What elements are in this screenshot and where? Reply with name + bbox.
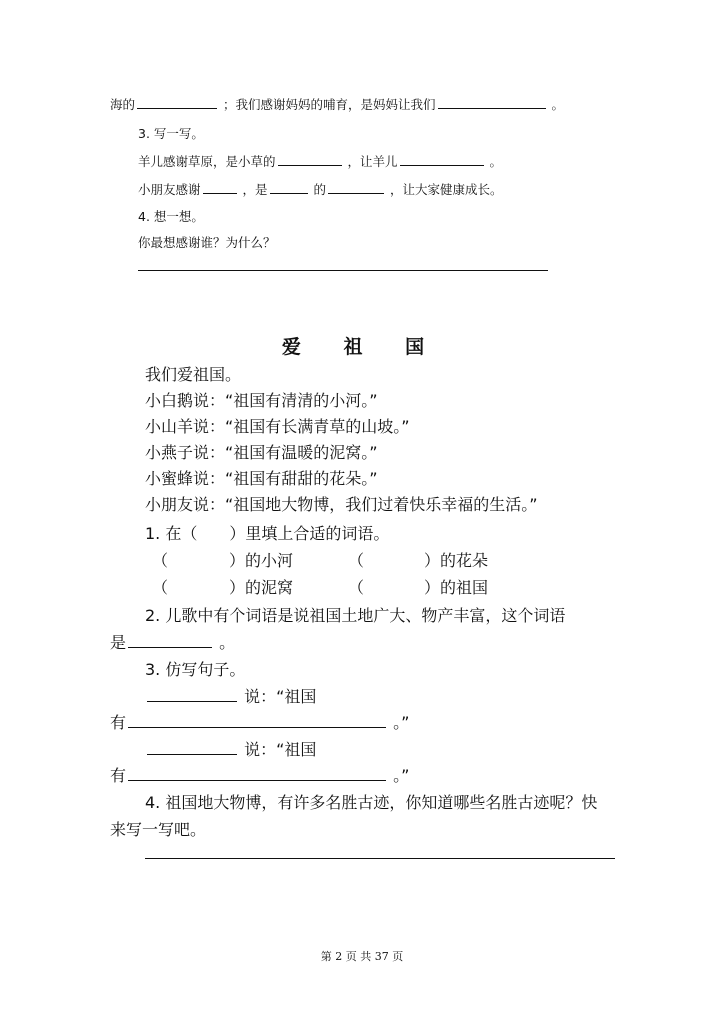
line1-mid: ；我们感谢妈妈的哺育，是妈妈让我们 [223,97,436,112]
answer-line[interactable] [145,858,615,859]
text-segment: 有 [110,766,127,785]
answer-blank[interactable] [203,180,237,194]
text-segment: 有 [110,713,127,732]
text-segment: 。 [489,154,503,169]
poem-line: 小朋友说：“祖国地大物博，我们过着快乐幸福的生活。” [145,495,538,514]
text-segment: 。” [393,713,410,732]
answer-blank[interactable] [128,767,386,781]
answer-blank[interactable] [147,741,237,755]
text-segment: 说：“祖国 [244,740,317,759]
text-segment: ，让羊儿 [347,154,398,169]
q1-item-close: ）的小河 [229,551,294,570]
answer-blank[interactable] [270,180,308,194]
q1-item-open: （ [152,578,169,597]
q3-has-line [110,763,409,786]
q3-write-line-2 [138,180,503,198]
line1-end: 。 [551,97,565,112]
q4-continuation: 来写一写吧。 [110,820,207,839]
q4-think-label: 4. 想一想。 [138,209,204,224]
poem-line: 我们爱祖国。 [145,365,242,384]
answer-blank[interactable] [278,152,342,166]
q1-item-open: （ [348,551,365,570]
q1-item-close: ）的祖国 [424,578,489,597]
page-footer: 第 2 页 共 37 页 [320,950,404,963]
poem-line: 小燕子说：“祖国有温暖的泥窝。” [145,443,378,462]
q3-has-line [110,710,409,733]
answer-blank[interactable] [147,688,237,702]
q1-item-open: （ [348,578,365,597]
poem-line: 小白鹅说：“祖国有清清的小河。” [145,391,378,410]
text-segment: ，是 [242,182,268,197]
answer-blank[interactable] [128,634,212,648]
text-segment: 小朋友感谢 [138,182,201,197]
q1-item-close: ）的泥窝 [229,578,294,597]
q1-label: 1. 在（ ）里填上合适的词语。 [145,524,390,543]
q3-write-line-1 [138,152,502,170]
q2-continuation [110,630,235,653]
line1-prefix: 海的 [110,97,136,112]
answer-line[interactable] [138,270,548,271]
q3-write-label: 3. 写一写。 [138,126,204,141]
text-segment: ，让大家健康成长。 [390,182,503,197]
text-segment: 是 [110,633,127,652]
q4-think-question: 你最想感谢谁？为什么？ [138,235,276,250]
text-segment: 。 [219,633,236,652]
q1-item-close: ）的花朵 [424,551,489,570]
text-segment: 羊儿感谢草原，是小草的 [138,154,276,169]
answer-blank[interactable] [400,152,484,166]
text-segment: 说：“祖国 [244,687,317,706]
answer-blank[interactable] [328,180,384,194]
q2-text: 2. 儿歌中有个词语是说祖国土地广大、物产丰富，这个词语 [145,606,566,625]
poem-line: 小山羊说：“祖国有长满青草的山坡。” [145,417,410,436]
poem-title: 爱 祖 国 [281,336,443,358]
q3-says-line [145,737,316,760]
answer-blank[interactable] [128,714,386,728]
text-segment: 的 [313,182,327,197]
q4-text: 4. 祖国地大物博，有许多名胜古迹，你知道哪些名胜古迹呢？快 [145,793,598,812]
poem-line: 小蜜蜂说：“祖国有甜甜的花朵。” [145,469,378,488]
q3-says-line [145,684,316,707]
answer-blank[interactable] [438,95,546,109]
q3-imitate-label: 3. 仿写句子。 [145,660,246,679]
answer-blank[interactable] [137,95,217,109]
fill-line-1 [110,95,564,113]
text-segment: 。” [393,766,410,785]
q1-item-open: （ [152,551,169,570]
